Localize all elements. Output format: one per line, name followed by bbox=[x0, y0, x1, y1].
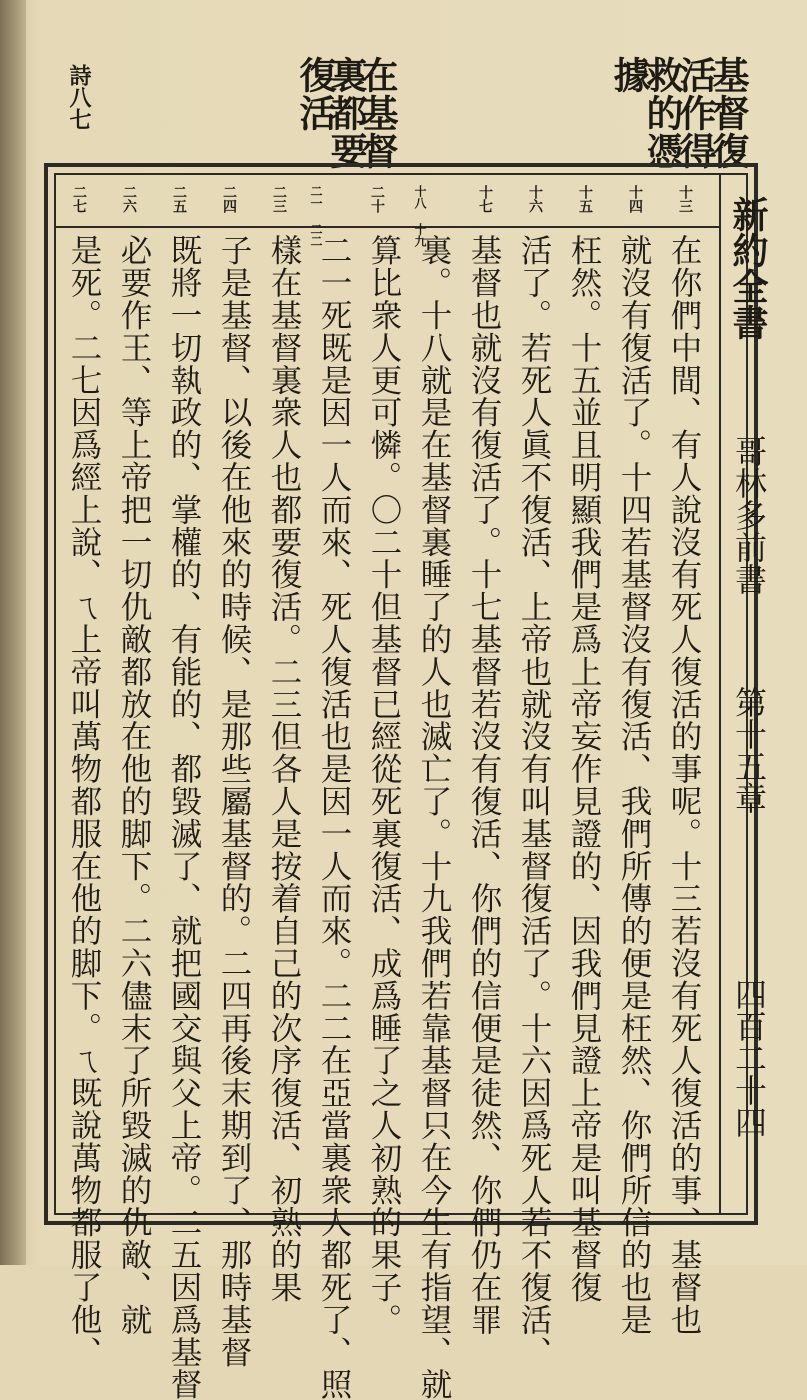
text-column: 既將一切執政的、掌權的、有能的、都毀滅了、就把國交與父上帝。二五因爲基督 bbox=[166, 234, 202, 1400]
bible-title: 新約全書 bbox=[727, 196, 769, 340]
verse-marker: 二三 bbox=[271, 185, 287, 213]
verse-marker: 十八 十九 bbox=[413, 185, 427, 247]
book-title: 哥林多前書 bbox=[730, 435, 768, 595]
text-column: 基督也就沒有復活了。十七基督若沒有復活、你們的信便是徒然、你們仍在罪 bbox=[466, 234, 502, 1336]
verse-marker: 二一 二二 bbox=[309, 185, 323, 247]
header-note-line: 基督復 bbox=[706, 56, 750, 170]
text-column: 枉然。十五並且明顯我們是爲上帝妄作見證的、因我們見證上帝是叫基督復 bbox=[566, 234, 602, 1304]
verse-marker: 二四 bbox=[221, 185, 237, 213]
verse-marker: 二五 bbox=[171, 185, 187, 213]
verse-marker: 十五 bbox=[577, 185, 593, 213]
header-note-line: 復活 bbox=[293, 56, 337, 132]
text-column: 算比衆人更可憐。〇二十但基督已經從死裏復活、成爲睡了之人初熟的果子。 bbox=[366, 234, 402, 1336]
verse-marker: 十三 bbox=[677, 185, 693, 213]
page-number: 四百二十四 bbox=[730, 978, 768, 1138]
verse-marker: 二七 bbox=[71, 185, 87, 213]
verse-marker: 十七 bbox=[477, 185, 493, 213]
text-column: 樣在基督裏衆人也都要復活。二三但各人是按着自己的次序復活、初熟的果 bbox=[266, 234, 302, 1304]
header-note-line: 據 bbox=[607, 56, 651, 94]
text-column: 活了。若死人眞不復活、上帝也就沒有叫基督復活了。十六因爲死人若不復活、 bbox=[516, 234, 552, 1368]
verse-number-divider bbox=[54, 226, 720, 228]
title-column-divider bbox=[719, 173, 721, 1215]
header-note-line: 救的憑 bbox=[640, 56, 684, 170]
verse-marker: 十四 bbox=[627, 185, 643, 213]
header-note-line: 裏都要 bbox=[324, 56, 368, 170]
text-column: 子是基督、以後在他來的時候、是那些屬基督的。二四再後末期到了、那時基督 bbox=[216, 234, 252, 1368]
verse-marker: 二六 bbox=[121, 185, 137, 213]
text-column: 是死。二七因爲經上說、ㄟ上帝叫萬物都服在他的脚下。ㄟ既說萬物都服了他、 bbox=[66, 234, 102, 1368]
text-column: 在你們中間、有人說沒有死人復活的事呢。十三若沒有死人復活的事、基督也 bbox=[666, 234, 702, 1336]
verse-marker: 十六 bbox=[527, 185, 543, 213]
text-column: 裏。十八就是在基督裏睡了的人也滅亡了。十九我們若靠基督只在今生有指望、就 bbox=[416, 234, 452, 1400]
text-column: 二一死既是因一人而來、死人復活也是因一人而來。二二在亞當裏衆人都死了、照 bbox=[316, 234, 352, 1400]
chapter-title: 第十五章 bbox=[730, 686, 768, 814]
binding-gutter bbox=[0, 0, 26, 1265]
verse-marker: 二十 bbox=[369, 185, 385, 213]
text-column: 就沒有復活了。十四若基督沒有復活、我們所傳的便是枉然、你們所信的也是 bbox=[616, 234, 652, 1336]
header-note-line: 活作得 bbox=[673, 56, 717, 170]
margin-cross-reference: 詩八七 bbox=[66, 64, 92, 130]
header-note-resurrection-proof bbox=[607, 56, 750, 170]
header-note-line: 在基督 bbox=[355, 56, 399, 170]
text-column: 必要作王、等上帝把一切仇敵都放在他的脚下。二六儘末了所毀滅的仇敵、就 bbox=[116, 234, 152, 1336]
